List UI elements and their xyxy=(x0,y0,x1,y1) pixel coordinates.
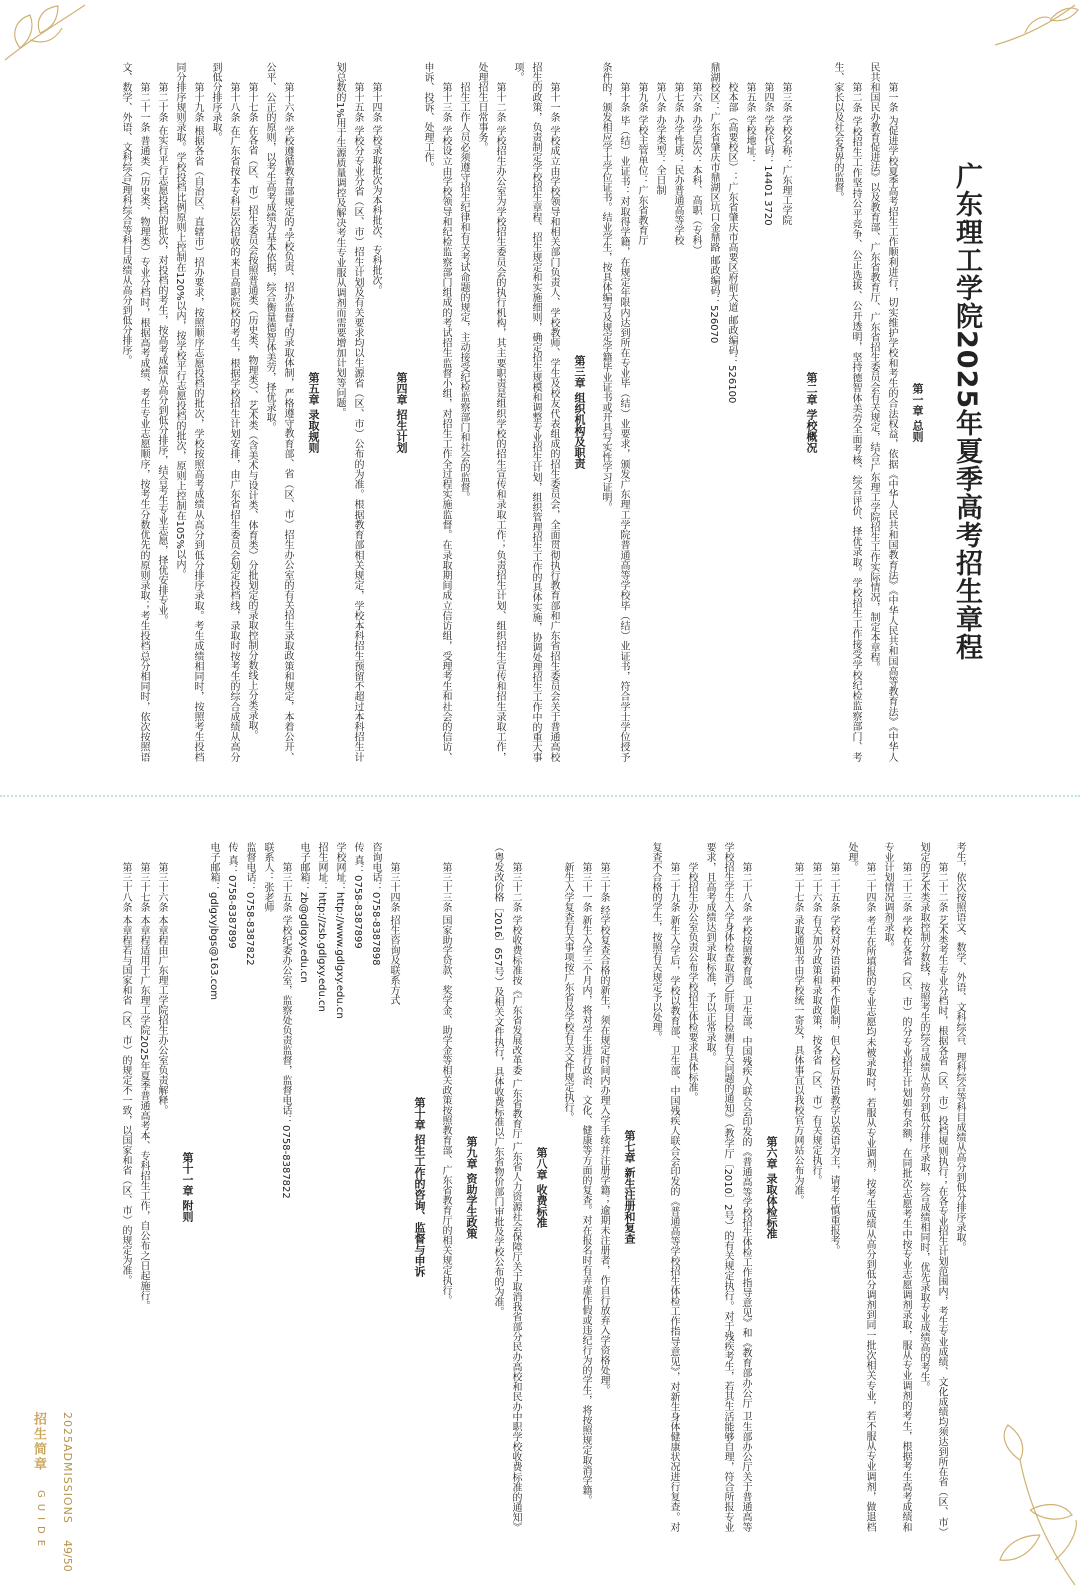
article-text: 第三十五条 学校纪委办公室，监察处负责监督，监督电话：0758-8387822 xyxy=(280,862,291,1199)
supervision-fax: 传 真：0758-8387899 xyxy=(226,842,237,949)
article-text: 第二十二条 艺术类考生专业分档时，根据各省（区、市）投档规则执行；在各专业招生计划范围内，考生专业成绩、文化成绩均须达到所在省（区、市）划定的艺术类录取控制分数线，按照考生的综合成绩从高分到低分排序录取，综合成绩相同时，优先录取专业成绩高的考生。 xyxy=(918,842,947,1532)
article-text: 第三十条 经学校复查合格的新生，须在规定时间内办理入学手续并注册学籍；逾期未注册者，作自行放弃入学资格处理。 xyxy=(598,862,609,1396)
brochure-footer xyxy=(20,1412,80,1572)
chapter-heading: 第八章 收费标准 xyxy=(535,1146,548,1228)
article-text: 第一条 为促进学校夏季高考招生工作顺利进行，切实维护学校和考生的合法权益，依据《中华人民共和国教育法》《中华人民共和国高等教育法》《中华人民共和国民办教育促进法》以及教育部、广东省教育厅、广东省招生委员会有关规定，结合广东理工学院招生工作实际情况，制定本章程。 xyxy=(868,62,897,762)
chapter-heading: 第十章 招生工作的咨询、监督与申诉 xyxy=(413,1097,426,1277)
article-text: 第二十五条 学校对外语语种不作限制，但入校后外语教学以英语为主，请考生慎重报考。 xyxy=(828,862,839,1256)
article-text: 第二十九条 新生入学后，学校以教育部、卫生部、中国残疾人联合会印发的《普通高等学校招生体检工作指导意见》，对新生身体健康状况进行复查。对复查不合格的学生，按照有关规定予以处理。 xyxy=(650,842,679,1532)
article-text: 考生，依次按照语文、数学、外语、文科综合、理科综合等科目成绩从高分到低分排序录取。 xyxy=(954,842,965,1252)
supervision-email: 电子邮箱：gdlgxyjbgs@163.com xyxy=(208,842,219,1000)
gold-leaf-decoration-bottom-right xyxy=(960,1420,1080,1591)
chapter-heading: 第一章 总则 xyxy=(911,382,924,442)
gold-leaf-decoration-top-right xyxy=(990,0,1080,60)
article-text: 第十九条 根据各省（自治区、直辖市）招办要求，按照顺序志愿投档的批次，学校按照高考成绩从高分到低分排序录取。考生成绩相同时，按照考生投档同分排序规则录取。学校投档比例原则上控制在120%以内，按学校平行志愿投档的批次，原则上控制在105%以内。 xyxy=(174,62,203,762)
article-text: 第三十六条 本章程由广东理工学院招生办公室负责解释。 xyxy=(156,862,167,1116)
article-text: 第二十条 在实行平行志愿投档的批次，对投档的考生，按高考成绩从高分到低分排序，结合考生专业志愿，择优安排专业。 xyxy=(156,82,167,626)
article-text: 鼎湖校区：广东省肇庆市鼎湖区坑口金鼎路 邮政编码：526070 xyxy=(708,62,719,344)
chapter-heading: 第二章 学校概况 xyxy=(805,371,818,453)
chapter-heading: 第四章 招生计划 xyxy=(395,371,408,453)
brochure-tag: 招生简章 xyxy=(31,1412,46,1472)
page-title: 广东理工学院2025年夏季高考招生章程 xyxy=(951,162,982,662)
article-text: 第二十一条 普通类（历史类、物理类）专业分档时，根据高考成绩、考生专业志愿顺序，按考生分数优先的原则录取；考生投档总分相同时，依次按照语文、数学、外语、文科综合/理科综合等科目成绩从高分到低分排序。 xyxy=(120,62,149,762)
article-text: 第九条 学校主管单位：广东省教育厅 xyxy=(636,82,647,246)
charter-upper-section xyxy=(68,62,988,762)
chapter-heading: 第七章 新生注册和复查 xyxy=(623,1130,636,1244)
article-text: 招生工作人员必须遵守招生纪律和有关考试命题的规定，主动接受纪检监察部门和社会的监督。 xyxy=(458,82,469,502)
article-text: 第十七条 在各省（区、市）招生委员会按照普通类（历史类、物理类）、艺术类（含美术与设计类、体育类）分批划定的录取控制分数线上分类录取。 xyxy=(246,82,257,741)
admissions-website: 招生网址：http://zsb.gdlgxy.edu.cn xyxy=(316,842,327,1012)
guide-label: GUIDE xyxy=(35,1490,46,1553)
gold-leaf-decoration-top-left xyxy=(0,0,90,70)
contact-email: 电子邮箱：zb@gdlgxy.edu.cn xyxy=(298,842,309,983)
article-text: 第三十七条 本章程适用于广东理工学院2025年夏季普通高考本、专科招生工作，自公布之日起施行。 xyxy=(138,862,149,1311)
article-text: 第十四条 学校录取批次为本科批次、专科批次。 xyxy=(370,82,381,296)
article-text: 第十五条 学校分专业分省（区、市）招生计划及有关要求均以生源省（区、市）公布的为准。根据教育部相关规定，学校本科招生预留不超过本科招生计划总数的1%用于生源质量调控及解决考生专业服从调剂而需要增加计划等问题。 xyxy=(334,62,363,762)
article-text: 第四条 学校代码：14401 3720 xyxy=(762,82,773,226)
contact-fax: 传 真：0758-8387899 xyxy=(352,842,363,949)
article-text: 第十三条 学校设立由学校领导和纪检监察部门组成的考试招生监督小组，对招生工作全过程实施监督。在录取期间成立信访组，受理考生和社会的信访、申诉、投诉、处理工作。 xyxy=(422,62,451,762)
article-text: 第六条 办学层次：本科、高职（专科） xyxy=(690,82,701,256)
article-text: 第三十二条 学校收费标准按《广东省发展改革委 广东省教育厅 广东省人力资源社会保障厅关于取消我省部分民办高校和民办中职学校收费标准的通知》（粤发改价格〔2016〕657号）及相关文件执行，具体收费标准以广东省物价部门审批及学校公布的为准。 xyxy=(492,842,521,1532)
article-text: 第二十六条 有关加分政策和录取政策，按各省（区、市）有关规定执行。 xyxy=(810,862,821,1186)
article-text: 第三十三条 国家助学贷款、奖学金、助学金等相关政策按照教育部、广东省教育厅的相关规定执行。 xyxy=(440,862,451,1306)
chapter-heading: 第十一章 附则 xyxy=(181,1152,194,1222)
article-text: 第二十四条 考生在所填报的专业志愿均未被录取时，若服从专业调剂，按考生成绩从高分到低分调剂到同一批次相关专业，若不服从专业调剂，做退档处理。 xyxy=(846,842,875,1532)
article-text: 校本部（高要校区）：广东省肇庆市高要区府前大道 邮政编码：526100 xyxy=(726,82,737,404)
article-text: 第二十七条 录取通知书由学校统一寄发，具体事宜以我校官方网站公布为准。 xyxy=(792,862,803,1206)
school-website: 学校网址：http://www.gdlgxy.edu.cn xyxy=(334,842,345,1019)
page-number: 49/50 xyxy=(61,1540,74,1572)
admissions-label: 2025ADMISSIONS xyxy=(61,1412,74,1524)
article-text: 新生入学复查有关事项按广东省及学校有关文件规定执行。 xyxy=(562,862,573,1122)
article-text: 第三十四条 招生咨询及联系方式 xyxy=(388,862,399,1006)
article-text: 第三条 学校名称：广东理工学院 xyxy=(780,82,791,226)
chapter-heading: 第三章 组织机构及职责 xyxy=(573,355,586,469)
article-text: 第三十八条 本章程若与国家和省（区、市）的规定不一致，以国家和省（区、市）的规定为准。 xyxy=(120,862,131,1286)
chapter-heading: 第九章 资助学生政策 xyxy=(465,1135,478,1239)
contact-phone: 咨询电话：0758-8387898 xyxy=(370,842,381,966)
article-text: 第三十一条 新生入学三个月内，将对学生进行政治、文化、健康等方面的复查。对在报名时有弄虚作假或违纪行为的学生，将按照规定取消学籍。 xyxy=(580,862,591,1506)
dotted-divider xyxy=(0,795,1080,797)
article-text: 第十八条 在广东省按本专科层次招收的来自高职院校的考生，根据学校招生计划安排，由广东省招生委员会划定投档线，录取时按考生的综合成绩从高分到低分排序录取。 xyxy=(210,62,239,762)
article-text: 学校招生办公室负责公布学校招生体检要求具体标准。 xyxy=(686,862,697,1102)
article-text: 第十二条 学校招生办公室为学校招生委员会的执行机构，其主要职责是组织学校的招生宣传和录取工作；负责招生计划、组织招生宣传和招生录取工作，处理招生日常事务。 xyxy=(476,62,505,762)
article-text: 第七条 办学性质：民办普通高等学校 xyxy=(672,82,683,246)
article-text: 第十六条 学校遵循教育部规定的"学校负责、招办监督"的录取体制，严格遵守教育部、省（区、市）招生办公室的有关招生录取政策和规定，本着公开、公平、公正的原则，以考生高考成绩为基本依据，综合衡量德智体美劳，择优录取。 xyxy=(264,62,293,762)
article-text: 第十条 毕（结）业证书：对取得学籍，在规定年限内达到所在专业毕（结）业要求，颁发广东理工学院普通高等学校毕（结）业证书，符合学士学位授予条件的，颁发相应学士学位证书。结业学生，按具体编写及规定学籍毕业证书或开具写实性学习证明。 xyxy=(600,62,629,762)
article-text: 第二十三条 学校在各省（区、市）的分专业招生计划如有余额，在同批次志愿考生中按专业志愿调剂录取，服从专业调剂的考生，根据考生高考成绩和专业计划情况调剂录取。 xyxy=(882,842,911,1532)
article-text: 第十一条 学校成立由学校领导和相关部门负责人、学校教师、学生及校友代表组成的招生委员会，全面贯彻执行教育部和广东省招生委员会关于普通高校招生的政策，负责制定学校招生章程、招生规定和实施细则，确定招生规模和调整专业招生计划，组织管理招生工作的具体实施，协调处理招生工作中的重大事项。 xyxy=(512,62,559,762)
chapter-heading: 第六章 录取体检标准 xyxy=(765,1135,778,1239)
article-text: 第二条 学校招生工作坚持公平竞争、公正选拔、公开透明，坚持德智体美劳全面考核、综合评价、择优录取。学校招生工作接受学校纪检监察部门、考生、家长以及社会各界的监督。 xyxy=(832,62,861,762)
article-text: 第五条 学校地址： xyxy=(744,82,755,166)
chapter-heading: 第五章 录取规则 xyxy=(307,371,320,453)
supervision-phone: 监督电话：0758-8387822 xyxy=(244,842,255,966)
article-text: 第二十八条 学校按照教育部、卫生部、中国残疾人联合会印发的《普通高等学校招生体检工作指导意见》和《教育部办公厅 卫生部办公厅关于普通高等学校招生学生入学身体检查取消乙肝项目检测有关问题的通知》（教学厅〔2010〕2号）的有关规定执行。对于残疾考生，若其生活能够自理，符合所报专业要求，且高考成绩达到录取标准，予以正常录取。 xyxy=(704,842,751,1532)
charter-lower-section xyxy=(68,842,968,1532)
article-text: 第八条 办学类型：全日制 xyxy=(654,82,665,196)
contact-person: 联系人：张老师 xyxy=(262,842,273,912)
